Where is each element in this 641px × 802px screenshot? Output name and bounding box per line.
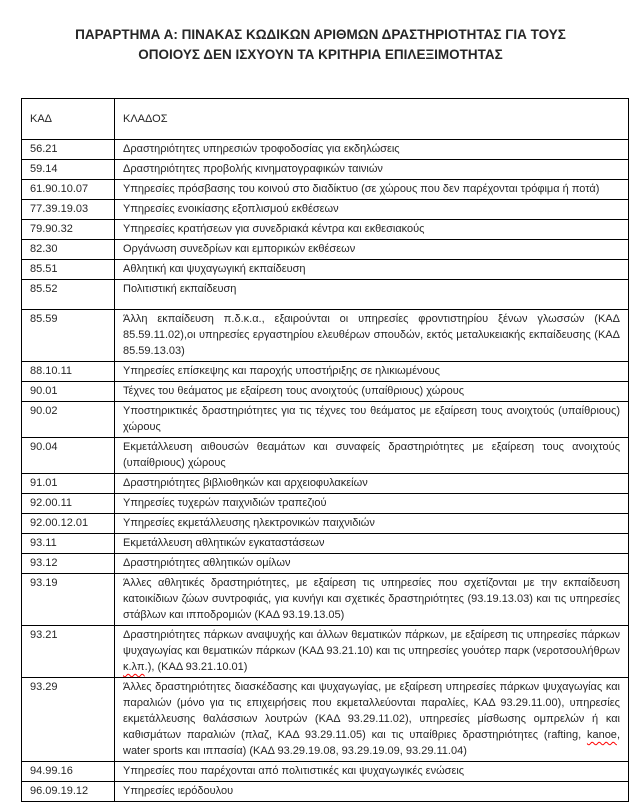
klados-description-cell: Εκμετάλλευση αθλητικών εγκαταστάσεων bbox=[115, 534, 629, 554]
kad-table-head bbox=[22, 99, 629, 140]
klados-description-cell: Υποστηρικτικές δραστηριότητες για τις τέχνες του θεάματος με εξαίρεση τους ανοιχτούς (υπαίθριους) χώρους bbox=[115, 402, 629, 438]
kad-code-cell: 92.00.12.01 bbox=[22, 514, 115, 534]
klados-description-cell: Υπηρεσίες επίσκεψης και παροχής υποστήριξης σε ηλικιωμένους bbox=[115, 362, 629, 382]
column-header-kad: ΚΑΔ bbox=[22, 99, 115, 140]
kad-code-cell: 88.10.11 bbox=[22, 362, 115, 382]
kad-table-body bbox=[22, 140, 629, 802]
klados-description-cell: Υπηρεσίες που παρέχονται από πολιτιστικές και ψυχαγωγικές ενώσεις bbox=[115, 762, 629, 782]
column-header-klados: ΚΛΑΔΟΣ bbox=[115, 99, 629, 140]
kad-code-cell: 82.30 bbox=[22, 240, 115, 260]
table-row bbox=[22, 678, 629, 762]
table-row bbox=[22, 240, 629, 260]
kad-table bbox=[21, 98, 629, 802]
klados-description-cell: Υπηρεσίες τυχερών παιχνιδιών τραπεζιού bbox=[115, 494, 629, 514]
kad-code-cell: 85.52 bbox=[22, 280, 115, 310]
kad-code-cell: 96.09.19.12 bbox=[22, 782, 115, 802]
table-row bbox=[22, 438, 629, 474]
klados-description-cell: Άλλες δραστηριότητες διασκέδασης και ψυχαγωγίας, με εξαίρεση υπηρεσίες πάρκων ψυχαγωγίας και παραλιών (μόνο για τις επιχειρήσεις που εκμεταλλεύονται παραλίες, ΚΑΔ 93.29.11.00), υπηρεσίες εκμετάλλευσης θαλάσσιων λουτρών (ΚΑΔ 93.29.11.02), υπηρεσίες μίσθωσης ομπρελών ή και καθισμάτων παραλιών (πλαζ, ΚΑΔ 93.29.11.05) και τις υπαίθριες δραστηριότητες (rafting, kanoe, water sports και ιππασία) (ΚΑΔ 93.29.19.08, 93.29.19.09, 93.29.11.04) bbox=[115, 678, 629, 762]
klados-description-cell: Οργάνωση συνεδρίων και εμπορικών εκθέσεων bbox=[115, 240, 629, 260]
table-row bbox=[22, 402, 629, 438]
kad-code-cell: 59.14 bbox=[22, 160, 115, 180]
table-row bbox=[22, 260, 629, 280]
table-row bbox=[22, 220, 629, 240]
klados-description-cell: Δραστηριότητες πάρκων αναψυχής και άλλων θεματικών πάρκων, με εξαίρεση τις υπηρεσίες πάρκων ψυχαγωγίας και θεματικών πάρκων (ΚΑΔ 93.21.10) και τις υπηρεσίες γουότερ παρκ (νεροτσουλήθρων κ.λπ.), (ΚΑΔ 93.21.10.01) bbox=[115, 626, 629, 678]
kad-code-cell: 85.59 bbox=[22, 310, 115, 362]
kad-code-cell: 90.01 bbox=[22, 382, 115, 402]
kad-code-cell: 92.00.11 bbox=[22, 494, 115, 514]
klados-description-cell: Άλλες αθλητικές δραστηριότητες, με εξαίρεση τις υπηρεσίες που σχετίζονται με την εκπαίδευση κατοικίδιων ζώων συντροφιάς, για κυνήγι και σχετικές δραστηριότητες (93.19.13.03) και τις υπηρεσίες στάβλων και ιπποδρομιών (ΚΑΔ 93.19.13.05) bbox=[115, 574, 629, 626]
table-row bbox=[22, 574, 629, 626]
kad-code-cell: 90.04 bbox=[22, 438, 115, 474]
klados-description-cell: Δραστηριότητες αθλητικών ομίλων bbox=[115, 554, 629, 574]
table-row bbox=[22, 180, 629, 200]
table-row bbox=[22, 514, 629, 534]
klados-description-cell: Αθλητική και ψυχαγωγική εκπαίδευση bbox=[115, 260, 629, 280]
kad-code-cell: 85.51 bbox=[22, 260, 115, 280]
klados-description-cell: Εκμετάλλευση αιθουσών θεαμάτων και συναφείς δραστηριότητες με εξαίρεση τους ανοιχτούς (υπαίθριους) χώρους bbox=[115, 438, 629, 474]
table-row bbox=[22, 554, 629, 574]
klados-description-cell: Υπηρεσίες ενοικίασης εξοπλισμού εκθέσεων bbox=[115, 200, 629, 220]
kad-code-cell: 94.99.16 bbox=[22, 762, 115, 782]
klados-description-cell: Άλλη εκπαίδευση π.δ.κ.α., εξαιρούνται οι υπηρεσίες φροντιστηρίου ξένων γλωσσών (ΚΑΔ 85.59.11.02),οι υπηρεσίες εργαστηρίου ελευθέρων σπουδών, εκτός μεταλυκειακής εκπαίδευσης (ΚΑΔ 85.59.13.03) bbox=[115, 310, 629, 362]
klados-description-cell: Τέχνες του θεάματος με εξαίρεση τους ανοιχτούς (υπαίθριους) χώρους bbox=[115, 382, 629, 402]
table-row bbox=[22, 310, 629, 362]
klados-description-cell: Υπηρεσίες κρατήσεων για συνεδριακά κέντρα και εκθεσιακούς bbox=[115, 220, 629, 240]
klados-description-cell: Υπηρεσίες πρόσβασης του κοινού στο διαδίκτυο (σε χώρους που δεν παρέχονται τρόφιμα ή ποτά) bbox=[115, 180, 629, 200]
kad-code-cell: 79.90.32 bbox=[22, 220, 115, 240]
klados-description-cell: Υπηρεσίες ιερόδουλου bbox=[115, 782, 629, 802]
table-row bbox=[22, 782, 629, 802]
spellcheck-underline: κ.λπ bbox=[123, 661, 145, 673]
klados-description-cell: Πολιτιστική εκπαίδευση bbox=[115, 280, 629, 310]
kad-code-cell: 90.02 bbox=[22, 402, 115, 438]
page-title-line-2: ΟΠΟΙΟΥΣ ΔΕΝ ΙΣΧΥΟΥΝ ΤΑ ΚΡΙΤΗΡΙΑ ΕΠΙΛΕΞΙΜΟΤΗΤΑΣ bbox=[138, 47, 503, 62]
page-title-line-1: ΠΑΡΑΡΤΗΜΑ Α: ΠΙΝΑΚΑΣ ΚΩΔΙΚΩΝ ΑΡΙΘΜΩΝ ΔΡΑΣΤΗΡΙΟΤΗΤΑΣ ΓΙΑ ΤΟΥΣ bbox=[75, 27, 566, 42]
page-title bbox=[0, 0, 641, 65]
table-row bbox=[22, 280, 629, 310]
kad-code-cell: 93.12 bbox=[22, 554, 115, 574]
table-header-row bbox=[22, 99, 629, 140]
kad-code-cell: 93.29 bbox=[22, 678, 115, 762]
kad-code-cell: 93.11 bbox=[22, 534, 115, 554]
table-row bbox=[22, 382, 629, 402]
kad-code-cell: 91.01 bbox=[22, 474, 115, 494]
table-row bbox=[22, 534, 629, 554]
spellcheck-underline: kanoe bbox=[586, 729, 617, 741]
table-row bbox=[22, 160, 629, 180]
klados-description-cell: Δραστηριότητες υπηρεσιών τροφοδοσίας για εκδηλώσεις bbox=[115, 140, 629, 160]
table-row bbox=[22, 140, 629, 160]
kad-code-cell: 77.39.19.03 bbox=[22, 200, 115, 220]
kad-code-cell: 56.21 bbox=[22, 140, 115, 160]
kad-code-cell: 93.19 bbox=[22, 574, 115, 626]
table-row bbox=[22, 762, 629, 782]
table-row bbox=[22, 474, 629, 494]
kad-code-cell: 61.90.10.07 bbox=[22, 180, 115, 200]
table-row bbox=[22, 200, 629, 220]
table-row bbox=[22, 494, 629, 514]
klados-description-cell: Δραστηριότητες προβολής κινηματογραφικών ταινιών bbox=[115, 160, 629, 180]
table-row bbox=[22, 362, 629, 382]
klados-description-cell: Υπηρεσίες εκμετάλλευσης ηλεκτρονικών παιχνιδιών bbox=[115, 514, 629, 534]
klados-description-cell: Δραστηριότητες βιβλιοθηκών και αρχειοφυλακείων bbox=[115, 474, 629, 494]
table-row bbox=[22, 626, 629, 678]
kad-code-cell: 93.21 bbox=[22, 626, 115, 678]
